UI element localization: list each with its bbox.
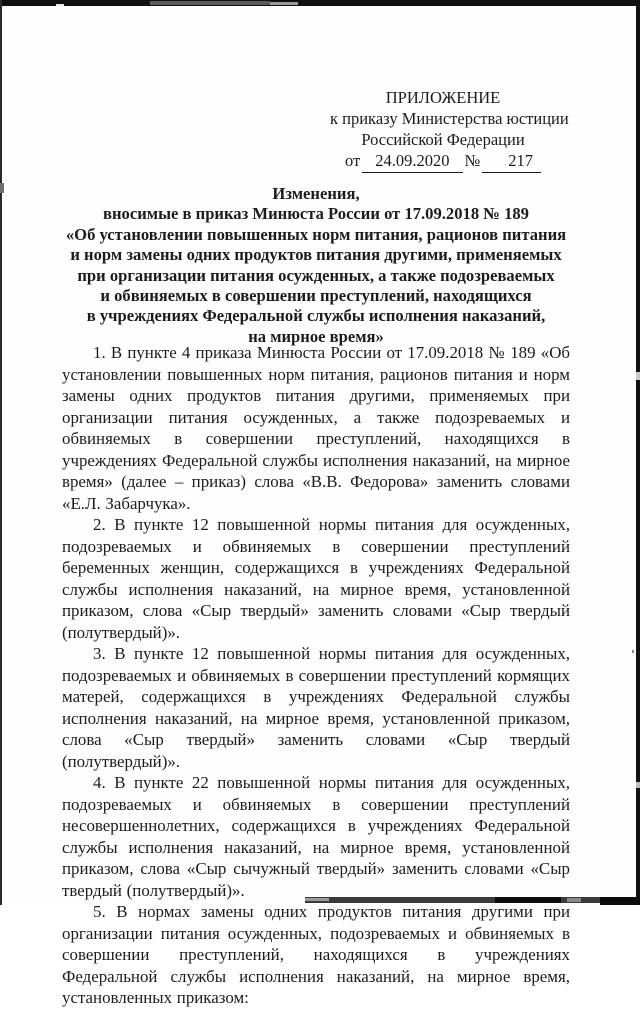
appendix-org-line: Российской Федерации bbox=[361, 130, 525, 149]
appendix-date-line bbox=[330, 150, 556, 173]
scan-artifact-speck bbox=[632, 650, 634, 653]
title-line: «Об установлении повышенных норм питания, рационов питания bbox=[65, 224, 567, 244]
date-value: 24.09.2020 bbox=[362, 150, 462, 173]
title-line: Изменения, bbox=[272, 184, 360, 203]
paragraph-2: 2. В пункте 12 повышенной нормы питания для осужденных, подозреваемых и обвиняемых в совершении преступлений беременных женщин, содержащихся в учреждениях Федеральной службы исполнения наказаний, на мирное время, установленной приказом, слова «Сыр твердый» заменить словами «Сыр твердый (полутвердый)». bbox=[62, 515, 570, 642]
scan-border-right bbox=[636, 0, 640, 905]
title-line: и обвиняемых в совершении преступлений, находящихся bbox=[100, 286, 532, 306]
appendix-label: ПРИЛОЖЕНИЕ bbox=[385, 88, 501, 107]
appendix-to-order-line: к приказу Министерства юстиции bbox=[330, 109, 569, 128]
title-line: при организации питания осужденных, а также подозреваемых bbox=[77, 265, 555, 285]
number-value: 217 bbox=[482, 150, 541, 173]
scan-border-top bbox=[0, 0, 640, 6]
title-line: в учреждениях Федеральной службы исполнения наказаний, bbox=[86, 306, 546, 326]
document-body bbox=[62, 342, 570, 1009]
scan-border-right-gap bbox=[636, 372, 640, 380]
title-line: вносимые в приказ Минюста России от 17.09.2018 № 189 bbox=[103, 204, 529, 224]
scan-border-top-segment bbox=[150, 1, 270, 5]
scan-border-top-segment bbox=[56, 4, 64, 6]
scan-border-right-gap bbox=[636, 782, 640, 788]
title-line: и норм замены одних продуктов питания другими, применяемых bbox=[70, 245, 562, 265]
scan-border-corner bbox=[600, 897, 640, 905]
scan-border-left bbox=[0, 0, 2, 905]
scan-artifact-dash bbox=[0, 183, 4, 193]
paragraph-1: 1. В пункте 4 приказа Минюста России от 17.09.2018 № 189 «Об установлении повышенных норм питания, рационов питания и норм замены одних продуктов питания другими, применяемых при организации питания осужденных, а также подозреваемых и обвиняемых в совершении преступлений, находящихся в учреждениях Федеральной службы исполнения наказаний, на мирное время» (далее – приказ) слова «В.В. Федорова» заменить словами «Е.Л. Забарчука». bbox=[62, 343, 570, 513]
title-line: на мирное время» bbox=[248, 326, 384, 346]
document-title bbox=[62, 184, 570, 347]
number-sign: № bbox=[464, 151, 481, 170]
date-prefix: от bbox=[345, 151, 361, 170]
scan-border-top-segment bbox=[270, 2, 298, 5]
paragraph-5: 5. В нормах замены одних продуктов питания другими при организации питания осужденных, подозреваемых и обвиняемых в совершении преступлений, находящихся в учреждениях Федеральной службы исполнения наказаний, на мирное время, установленных приказом: bbox=[62, 902, 570, 1007]
paragraph-4: 4. В пункте 22 повышенной нормы питания для осужденных, подозреваемых и обвиняемых в совершении преступлений несовершеннолетних, содержащихся в учреждениях Федеральной службы исполнения наказаний, на мирное время, установленной приказом, слова «Сыр сычужный твердый» заменить словами «Сыр твердый (полутвердый)». bbox=[62, 773, 570, 900]
appendix-header bbox=[330, 87, 569, 173]
paragraph-3: 3. В пункте 12 повышенной нормы питания для осужденных, подозреваемых и обвиняемых в совершении преступлений кормящих матерей, содержащихся в учреждениях Федеральной службы исполнения наказаний, на мирное время, установленной приказом, слова «Сыр твердый» заменить словами «Сыр твердый (полутвердый)». bbox=[62, 644, 570, 771]
